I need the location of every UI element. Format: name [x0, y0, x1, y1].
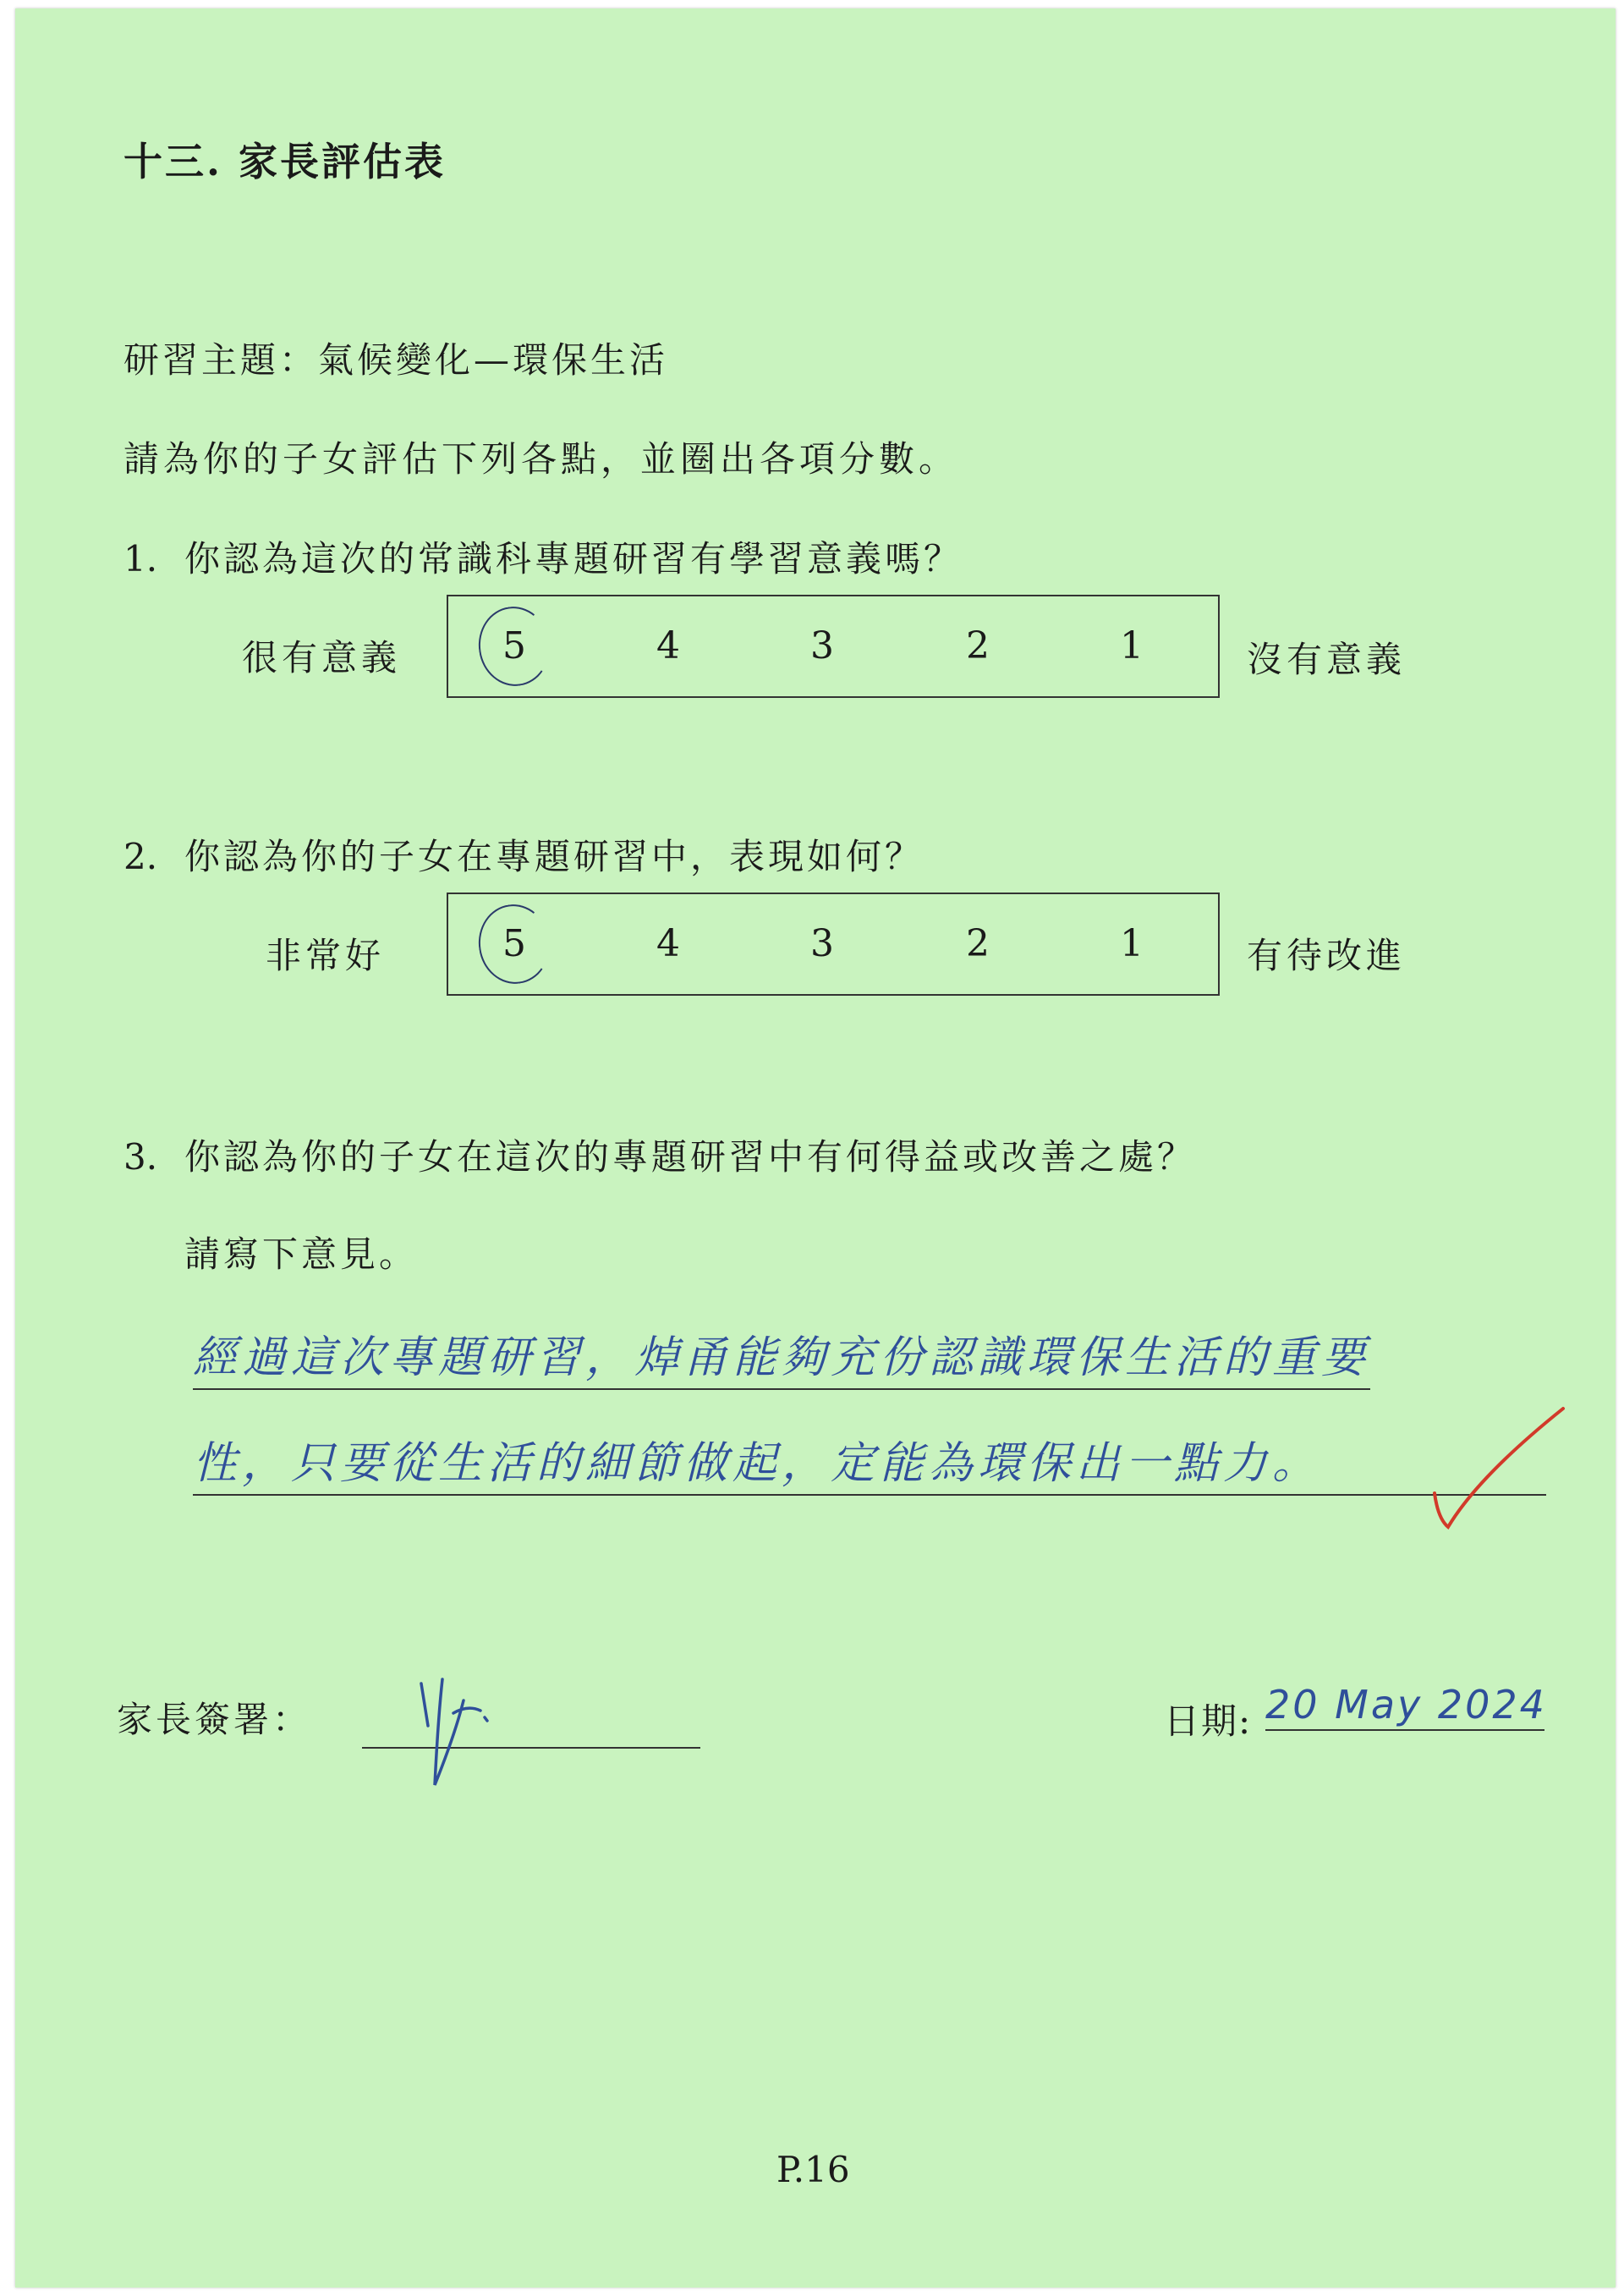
- handwritten-answer-line-1[interactable]: 經過這次專題研習，焯甬能夠充份認識環保生活的重要: [193, 1321, 1370, 1390]
- question-3: [123, 1129, 1196, 1180]
- question-3-text: 你認為你的子女在這次的專題研習中有何得益或改善之處？: [184, 1136, 1197, 1178]
- q1-left-label: 很有意義: [242, 637, 402, 678]
- question-1-number: 1.: [123, 538, 158, 579]
- question-1-text: 你認為這次的常識科專題研習有學習意義嗎？: [184, 538, 963, 579]
- q2-right-label: 有待改進: [1247, 935, 1407, 976]
- form-heading: 十三. 家長評估表: [123, 139, 447, 184]
- q1-rating-box: [447, 595, 1220, 698]
- q1-option-4[interactable]: 4: [656, 624, 680, 667]
- q2-option-4[interactable]: 4: [656, 922, 680, 965]
- q1-option-1[interactable]: 1: [1120, 624, 1144, 667]
- question-3-prompt: 請寫下意見。: [184, 1233, 419, 1275]
- instruction-text: 請為你的子女評估下列各點，並圈出各項分數。: [123, 438, 959, 480]
- question-1: [123, 531, 963, 582]
- check-mark-icon: [1419, 1392, 1588, 1544]
- q1-option-5[interactable]: 5: [489, 625, 540, 667]
- page-number: P.16: [776, 2149, 850, 2190]
- study-theme: 研習主題：氣候變化—環保生活: [123, 339, 669, 381]
- q1-right-label: 沒有意義: [1247, 639, 1407, 680]
- q2-option-1[interactable]: 1: [1120, 922, 1144, 965]
- q1-option-3[interactable]: 3: [810, 624, 834, 667]
- question-3-number: 3.: [123, 1136, 158, 1178]
- form-page: [15, 8, 1616, 2288]
- date-label: 日期:: [1164, 1700, 1253, 1742]
- q1-option-2[interactable]: 2: [966, 624, 990, 667]
- q2-rating-box: [447, 893, 1220, 996]
- signature-label: 家長簽署：: [117, 1699, 312, 1740]
- q2-option-2[interactable]: 2: [966, 922, 990, 965]
- question-2: [123, 829, 924, 880]
- q2-option-3[interactable]: 3: [810, 922, 834, 965]
- q2-option-5[interactable]: 5: [489, 923, 540, 965]
- signature-scribble: [404, 1667, 523, 1793]
- handwritten-answer-line-2[interactable]: 性，只要從生活的細節做起，定能為環保出一點力。: [193, 1427, 1546, 1496]
- date-value[interactable]: 20 May 2024: [1265, 1682, 1544, 1731]
- q2-left-label: 非常好: [266, 935, 386, 976]
- question-2-number: 2.: [123, 836, 158, 877]
- question-2-text: 你認為你的子女在專題研習中，表現如何？: [184, 836, 924, 877]
